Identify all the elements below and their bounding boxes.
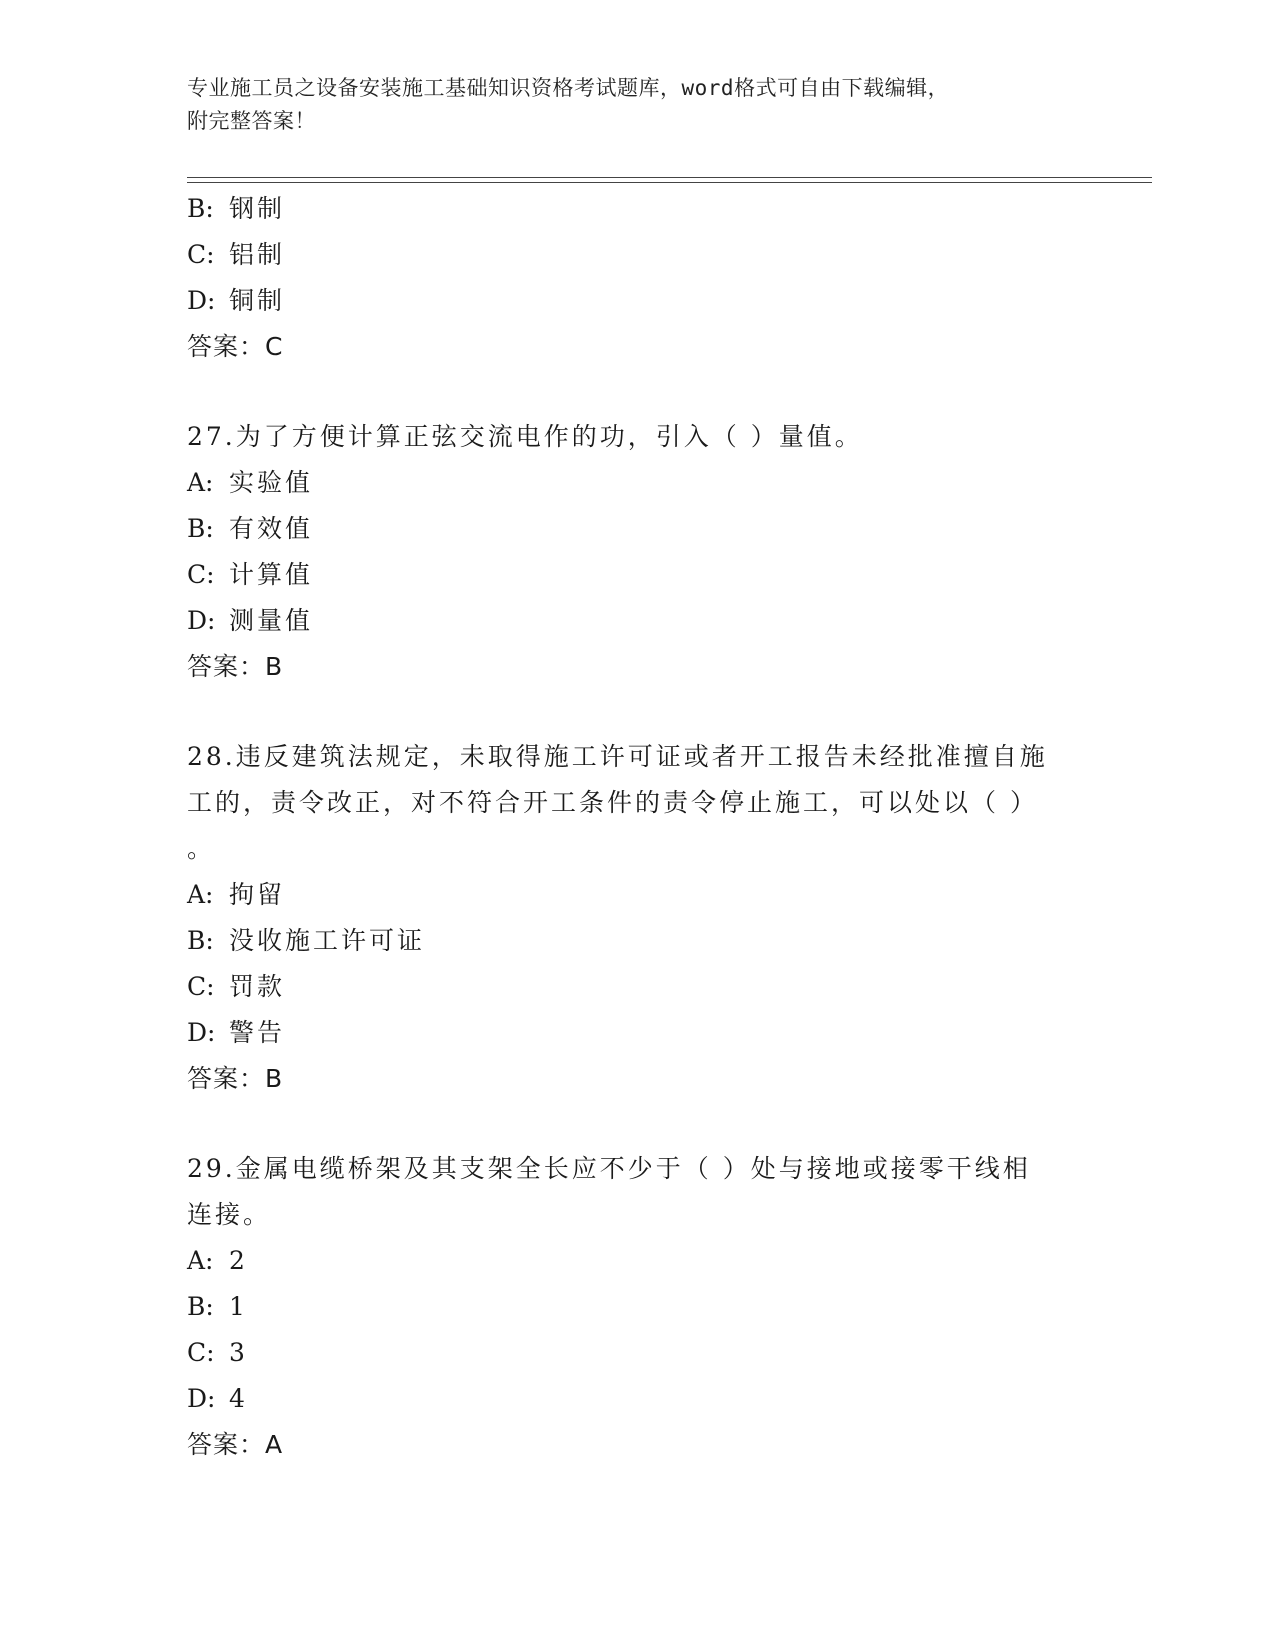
option-a — [187, 872, 1087, 918]
answer-line: 答案：B — [187, 652, 284, 681]
option-text: 计算值 — [229, 560, 314, 589]
option-letter: A: — [187, 880, 214, 909]
option-b — [187, 918, 1087, 964]
option-d — [187, 598, 1087, 644]
option-letter: D: — [187, 1384, 216, 1413]
option-text: 3 — [229, 1338, 248, 1367]
option-letter: B: — [187, 926, 214, 955]
document-header — [187, 72, 1087, 138]
header-rule-top — [187, 177, 1152, 178]
option-letter: D: — [187, 286, 216, 315]
option-b — [187, 186, 1087, 232]
answer-line: 答案：C — [187, 332, 284, 361]
option-text: 测量值 — [229, 606, 314, 635]
option-text: 拘留 — [229, 880, 286, 909]
option-text: 铜制 — [229, 286, 286, 315]
question-gap — [187, 1102, 1087, 1146]
question-text: 27.为了方便计算正弦交流电作的功，引入（ ）量值。 — [187, 422, 863, 451]
question-27 — [187, 414, 1087, 690]
option-c — [187, 1330, 1087, 1376]
question-list — [187, 186, 1087, 1468]
question-gap — [187, 370, 1087, 414]
option-letter: D: — [187, 1018, 216, 1047]
header-rule-bottom — [187, 182, 1152, 183]
option-b — [187, 506, 1087, 552]
option-text: 实验值 — [229, 468, 314, 497]
question-text-line-1: 28.违反建筑法规定，未取得施工许可证或者开工报告未经批准擅自施 — [187, 742, 1048, 771]
option-text: 1 — [229, 1292, 248, 1321]
option-d — [187, 1376, 1087, 1422]
option-letter: A: — [187, 1246, 214, 1275]
option-letter: C: — [187, 972, 215, 1001]
question-text-line-3: 。 — [187, 834, 216, 863]
option-letter: B: — [187, 514, 214, 543]
question-gap — [187, 690, 1087, 734]
option-letter: B: — [187, 1292, 214, 1321]
option-text: 2 — [229, 1246, 248, 1275]
option-text: 4 — [229, 1384, 248, 1413]
option-text: 警告 — [229, 1018, 286, 1047]
option-a — [187, 460, 1087, 506]
header-line-2: 附完整答案！ — [187, 109, 316, 133]
option-text: 钢制 — [229, 194, 286, 223]
option-letter: C: — [187, 240, 215, 269]
answer-line: 答案：B — [187, 1064, 284, 1093]
option-text: 没收施工许可证 — [229, 926, 426, 955]
question-29 — [187, 1146, 1087, 1468]
option-d — [187, 278, 1087, 324]
question-text-line-1: 29.金属电缆桥架及其支架全长应不少于（ ）处与接地或接零干线相 — [187, 1154, 1031, 1183]
question-26 — [187, 186, 1087, 370]
option-text: 铝制 — [229, 240, 286, 269]
question-28 — [187, 734, 1087, 1102]
option-letter: C: — [187, 1338, 215, 1367]
option-letter: A: — [187, 468, 214, 497]
option-c — [187, 232, 1087, 278]
option-text: 有效值 — [229, 514, 314, 543]
option-b — [187, 1284, 1087, 1330]
option-c — [187, 964, 1087, 1010]
option-text: 罚款 — [229, 972, 286, 1001]
option-d — [187, 1010, 1087, 1056]
option-letter: C: — [187, 560, 215, 589]
option-letter: B: — [187, 194, 214, 223]
option-a — [187, 1238, 1087, 1284]
question-text-line-2: 连接。 — [187, 1200, 272, 1229]
option-letter: D: — [187, 606, 216, 635]
header-line-1: 专业施工员之设备安装施工基础知识资格考试题库，word格式可自由下载编辑， — [187, 76, 950, 100]
answer-line: 答案：A — [187, 1430, 284, 1459]
option-c — [187, 552, 1087, 598]
question-text-line-2: 工的，责令改正，对不符合开工条件的责令停止施工，可以处以（ ） — [187, 788, 1038, 817]
